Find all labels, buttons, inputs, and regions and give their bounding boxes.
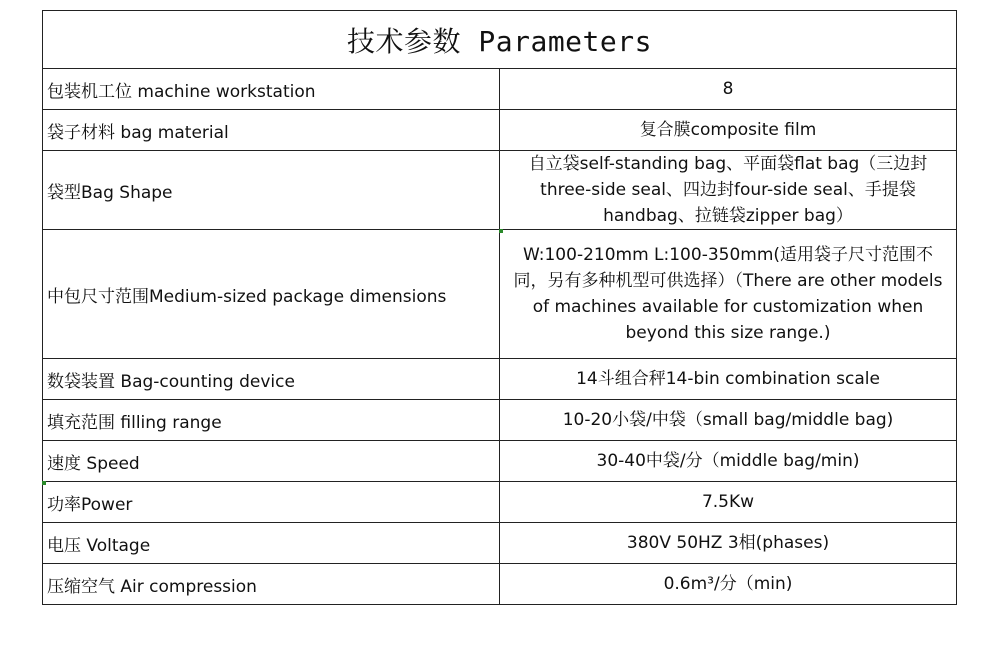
parameter-label: 中包尺寸范围Medium-sized package dimensions (43, 230, 500, 359)
parameter-label: 速度 Speed (43, 441, 500, 482)
parameter-value: 复合膜composite film (500, 110, 957, 151)
table-row (43, 110, 957, 151)
parameter-label: 袋子材料 bag material (43, 110, 500, 151)
parameter-value: 10-20小袋/中袋（small bag/middle bag) (500, 400, 957, 441)
parameter-label: 功率Power (43, 482, 500, 523)
parameter-label: 数袋装置 Bag-counting device (43, 359, 500, 400)
parameter-label: 填充范围 filling range (43, 400, 500, 441)
table-row (43, 400, 957, 441)
table-row (43, 564, 957, 605)
cell-corner-marker (499, 229, 503, 233)
table-row (43, 359, 957, 400)
table-row (43, 69, 957, 110)
parameter-value: 14斗组合秤14-bin combination scale (500, 359, 957, 400)
table-row (43, 523, 957, 564)
table-row (43, 151, 957, 230)
cell-corner-marker (42, 481, 46, 485)
parameter-value: W:100-210mm L:100-350mm(适用袋子尺寸范围不同，另有多种机型可供选择）（There are other models of machines available for customization when beyond this size range.) (500, 230, 957, 359)
parameters-sheet (42, 10, 957, 605)
table-row (43, 230, 957, 359)
parameters-table (42, 10, 957, 605)
parameter-value: 30-40中袋/分（middle bag/min) (500, 441, 957, 482)
title-row (43, 11, 957, 69)
parameter-value: 自立袋self-standing bag、平面袋flat bag（三边封three-side seal、四边封four-side seal、手提袋handbag、拉链袋zipper bag） (500, 151, 957, 230)
parameter-value: 7.5Kw (500, 482, 957, 523)
parameter-label: 袋型Bag Shape (43, 151, 500, 230)
parameter-label: 包装机工位 machine workstation (43, 69, 500, 110)
parameter-value: 380V 50HZ 3相(phases) (500, 523, 957, 564)
parameter-label: 电压 Voltage (43, 523, 500, 564)
table-row (43, 441, 957, 482)
table-title: 技术参数 Parameters (43, 11, 957, 69)
parameter-value: 0.6m³/分（min) (500, 564, 957, 605)
parameter-label: 压缩空气 Air compression (43, 564, 500, 605)
parameter-value: 8 (500, 69, 957, 110)
table-row (43, 482, 957, 523)
